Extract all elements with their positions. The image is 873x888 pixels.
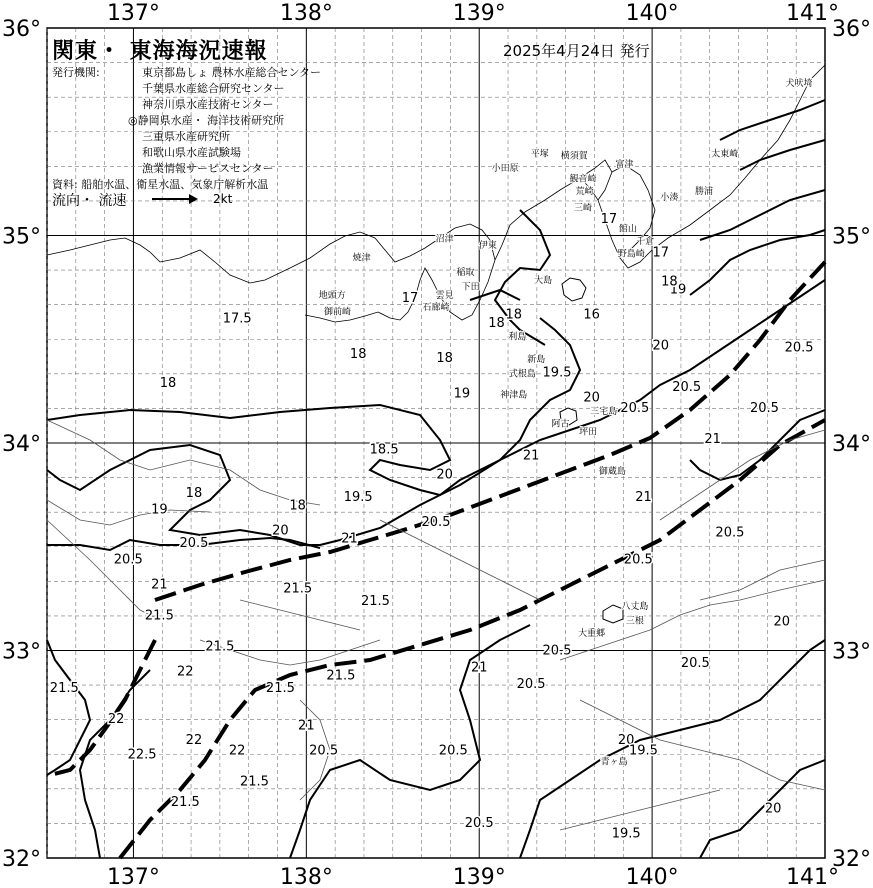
place-name-label: 平塚 bbox=[530, 149, 549, 160]
isotherm-value-label: 17 bbox=[600, 212, 618, 228]
place-name-label: 沼津 bbox=[435, 234, 454, 245]
lat-label-right: 35° bbox=[832, 224, 871, 250]
isotherm-value-label: 20.5 bbox=[784, 340, 814, 356]
place-name-label: 新島 bbox=[527, 355, 546, 366]
lat-label-right: 32° bbox=[832, 847, 871, 872]
isotherm-value-label: 18 bbox=[185, 485, 203, 501]
isotherm-value-label: 21.5 bbox=[144, 608, 174, 624]
isotherm-value-label: 19.5 bbox=[628, 743, 658, 759]
place-name-label: 小湊 bbox=[660, 193, 679, 204]
lon-label-top: 137° bbox=[106, 1, 160, 26]
place-name-label: 地頭方 bbox=[318, 290, 346, 301]
place-name-label: 三根 bbox=[625, 616, 644, 627]
lat-label-right: 36° bbox=[832, 17, 871, 42]
place-name-label: 勝浦 bbox=[694, 187, 713, 197]
place-name-label: 石廊崎 bbox=[422, 303, 450, 314]
place-name-label: 観音崎 bbox=[569, 174, 597, 185]
flow-scale-arrow-icon bbox=[152, 198, 196, 200]
lon-label-bottom: 139° bbox=[452, 865, 506, 888]
isotherm-value-label: 21.5 bbox=[361, 593, 390, 609]
organization-6: 和歌山県水産試験場 bbox=[142, 146, 241, 159]
isotherm-value-label: 19.5 bbox=[343, 490, 373, 506]
isotherm-value-label: 20.5 bbox=[421, 515, 451, 530]
isotherm-value-label: 21 bbox=[635, 490, 652, 506]
organization-5: 三重県水産研究所 bbox=[142, 130, 230, 143]
place-name-label: 小田原 bbox=[491, 164, 519, 175]
place-name-label: 荒崎 bbox=[575, 187, 594, 197]
place-name-label: 下田 bbox=[461, 282, 480, 293]
organization-1: 東京都島しょ 農林水産総合センター bbox=[142, 66, 322, 79]
isotherm-value-label: 17 bbox=[652, 245, 670, 261]
isotherm-value-label: 21.5 bbox=[326, 668, 356, 684]
lon-label-bottom: 140° bbox=[625, 865, 679, 888]
isotherm-value-label: 18 bbox=[505, 307, 523, 323]
isotherm-value-label: 20.5 bbox=[715, 525, 745, 541]
kuroshio-axis-north bbox=[155, 262, 825, 600]
lon-label-top: 141° bbox=[786, 1, 839, 26]
isotherm-value-label: 21.5 bbox=[265, 681, 295, 696]
isotherm-value-label: 21 bbox=[470, 660, 488, 676]
isotherm-value-label: 22.5 bbox=[127, 747, 157, 763]
issue-date: 2025年4月24日 発行 bbox=[503, 42, 650, 60]
lon-label-bottom: 137° bbox=[106, 865, 160, 888]
place-name-label: 太東崎 bbox=[711, 149, 739, 160]
isotherm-value-label: 20 bbox=[764, 801, 782, 817]
place-name-label: 伊東 bbox=[478, 240, 497, 251]
lat-label-left: 36° bbox=[2, 17, 41, 42]
organization-3: 神奈川県水産技術センター bbox=[142, 98, 274, 111]
isotherm-value-label: 20.5 bbox=[464, 815, 494, 831]
lat-label-left: 32° bbox=[2, 847, 41, 872]
place-name-label: 千倉 bbox=[636, 236, 655, 247]
isotherm-value-label: 20.5 bbox=[516, 676, 546, 692]
isotherm-value-label: 18.5 bbox=[369, 442, 399, 458]
lon-label-top: 138° bbox=[279, 1, 333, 26]
isotherm-value-label: 20.5 bbox=[750, 400, 779, 416]
isotherm-value-label: 21 bbox=[522, 448, 540, 464]
place-name-label: 御蔵島 bbox=[598, 467, 626, 478]
isotherm-value-label: 20 bbox=[272, 523, 289, 539]
isotherm-value-label: 16 bbox=[583, 307, 600, 323]
isotherm-value-label: 20.5 bbox=[309, 743, 339, 759]
isotherm-value-label: 20 bbox=[583, 390, 600, 406]
isotherm-value-label: 17 bbox=[401, 290, 419, 306]
place-name-label: 焼津 bbox=[352, 253, 371, 264]
isotherm-value-label: 21 bbox=[298, 718, 315, 734]
place-name-label: 式根島 bbox=[508, 369, 536, 380]
place-name-label: 大重郷 bbox=[578, 628, 606, 639]
longitude-labels-top bbox=[107, 1, 839, 26]
isotherm-value-label: 20.5 bbox=[680, 656, 710, 672]
isotherm-value-label: 18 bbox=[661, 274, 678, 290]
isotherm-value-label: 20.5 bbox=[620, 400, 650, 416]
place-name-label: 野島崎 bbox=[617, 249, 645, 260]
place-name-label: 三宅島 bbox=[590, 406, 618, 417]
map-title: 関東・ 東海海況速報 bbox=[52, 39, 268, 64]
isotherm-value-label: 20 bbox=[436, 467, 453, 483]
place-name-label: 富津 bbox=[615, 160, 634, 171]
place-name-label: 八丈島 bbox=[621, 602, 649, 612]
isotherm-value-label: 21.5 bbox=[49, 681, 79, 696]
isotherm-value-label: 18 bbox=[289, 498, 306, 514]
isotherm-value-label: 18 bbox=[159, 375, 177, 391]
isotherm-value-label: 21 bbox=[151, 577, 168, 593]
flow-legend-label: 流向・ 流速 bbox=[52, 193, 127, 209]
place-name-label: 横須賀 bbox=[560, 151, 588, 162]
isotherm-value-label: 21.5 bbox=[239, 774, 269, 790]
lon-label-bottom: 138° bbox=[279, 865, 333, 888]
latitude-labels-right bbox=[832, 17, 871, 872]
place-name-label: 稲取 bbox=[456, 267, 475, 278]
isotherm-value-label: 22 bbox=[107, 712, 125, 728]
isotherm-value-label: 20 bbox=[773, 614, 791, 630]
organization-4: ◎静岡県水産・ 海洋技術研究所 bbox=[128, 114, 285, 127]
place-name-label: 大島 bbox=[534, 276, 553, 287]
place-name-label: 犬吠埼 bbox=[785, 79, 813, 90]
isotherm-value-label: 19.5 bbox=[542, 365, 572, 381]
place-name-label: 阿古 bbox=[551, 419, 570, 430]
isotherm-value-label: 19.5 bbox=[611, 826, 641, 842]
isotherm-value-label: 20 bbox=[652, 338, 670, 354]
lon-label-top: 139° bbox=[452, 1, 506, 26]
place-name-label: 三崎 bbox=[573, 203, 592, 214]
isotherm-value-label: 19 bbox=[453, 386, 471, 402]
lat-label-right: 33° bbox=[832, 639, 871, 665]
place-name-label: 青ヶ島 bbox=[600, 757, 628, 768]
hachijo-island bbox=[603, 605, 623, 623]
lat-label-left: 35° bbox=[2, 224, 41, 250]
lat-label-right: 34° bbox=[832, 432, 871, 457]
organization-2: 千葉県水産総合研究センター bbox=[142, 82, 285, 95]
isotherm-value-label: 21 bbox=[704, 432, 721, 447]
lat-label-left: 33° bbox=[2, 639, 41, 665]
isotherm-value-label: 18 bbox=[436, 351, 453, 367]
isotherm-value-label: 20.5 bbox=[438, 743, 468, 759]
isotherm-value-label: 19 bbox=[151, 502, 168, 518]
data-source: 資料: 船舶水温、衛星水温、気象庁解析水温 bbox=[52, 178, 269, 191]
isotherm-value-label: 21.5 bbox=[170, 795, 200, 811]
isotherm-value-label: 20.5 bbox=[113, 552, 143, 568]
isotherm-value-label: 20.5 bbox=[623, 552, 653, 568]
isotherm-value-label: 22 bbox=[185, 732, 203, 748]
isotherm-value-label: 17.5 bbox=[222, 311, 252, 327]
latitude-labels-left bbox=[2, 17, 41, 872]
lat-label-left: 34° bbox=[2, 432, 41, 457]
organizations-label: 発行機関: bbox=[52, 66, 100, 79]
organization-7: 漁業情報サービスセンター bbox=[142, 162, 274, 175]
isotherm-value-label: 19 bbox=[669, 282, 687, 298]
isotherm-value-label: 20 bbox=[617, 732, 635, 748]
isotherm-value-label: 18 bbox=[488, 315, 505, 331]
isotherm-value-label: 21 bbox=[341, 531, 358, 547]
isotherm-value-label: 21.5 bbox=[205, 639, 235, 655]
place-name-label: 神津島 bbox=[500, 390, 528, 401]
isotherm-value-label: 22 bbox=[177, 664, 194, 680]
place-name-label: 御前崎 bbox=[323, 307, 351, 318]
lon-label-top: 140° bbox=[625, 1, 679, 26]
isotherm-value-label: 20.5 bbox=[179, 535, 209, 551]
place-name-label: 利島 bbox=[508, 332, 527, 343]
lon-label-bottom: 141° bbox=[786, 865, 839, 888]
isotherm-value-label: 20.5 bbox=[542, 643, 572, 659]
longitude-labels-bottom bbox=[107, 865, 839, 888]
place-name-label: 館山 bbox=[618, 224, 637, 235]
isotherm-value-label: 22 bbox=[228, 743, 246, 759]
isotherm-value-label: 21.5 bbox=[283, 581, 313, 597]
isotherm-value-label: 18 bbox=[349, 346, 367, 362]
isotherm-value-label: 20.5 bbox=[672, 380, 702, 396]
flow-scale-value: 2kt bbox=[213, 192, 233, 206]
place-name-label: 雲見 bbox=[435, 290, 454, 301]
place-name-label: 坪田 bbox=[579, 427, 598, 438]
